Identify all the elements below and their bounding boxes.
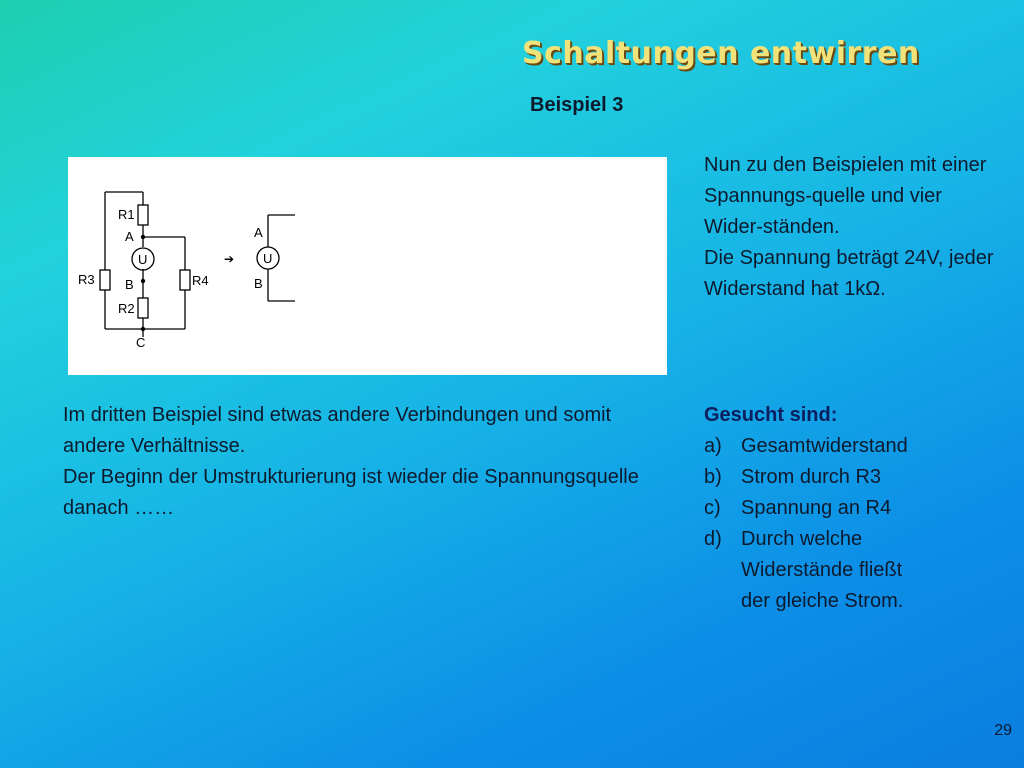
- task-heading: Gesucht sind:: [704, 404, 838, 426]
- description-line-2: Der Beginn der Umstrukturierung ist wieder die Spannungsquelle danach ……: [63, 466, 639, 519]
- label-r2: R2: [118, 301, 135, 316]
- label-r3: R3: [78, 272, 95, 287]
- label-r4: R4: [192, 273, 209, 288]
- task-item: [704, 431, 1004, 462]
- task-item: [704, 462, 1004, 493]
- task-marker: b): [704, 466, 722, 488]
- resistor-r1: [138, 205, 148, 225]
- task-text: Spannung an R4: [741, 497, 892, 519]
- label-b: B: [125, 277, 134, 292]
- page-number: 29: [994, 722, 1012, 739]
- label-u: U: [138, 252, 148, 267]
- task-marker: a): [704, 435, 722, 457]
- label-u-right: U: [263, 251, 273, 266]
- circuit-svg: [68, 157, 667, 375]
- resistor-r3: [100, 270, 110, 290]
- label-c: C: [136, 335, 146, 350]
- description-line-1: Im dritten Beispiel sind etwas andere Verbindungen und somit andere Verhältnisse.: [63, 404, 612, 457]
- node-b-dot: [141, 279, 145, 283]
- intro-line-1: Nun zu den Beispielen mit einer Spannungs-quelle und vier Wider-ständen.: [704, 154, 987, 238]
- resistor-r4: [180, 270, 190, 290]
- label-a-right: A: [254, 225, 263, 240]
- task-text: Durch welche Widerstände fließt der gleiche Strom.: [741, 528, 904, 612]
- task-text: Gesamtwiderstand: [741, 435, 908, 457]
- label-a: A: [125, 229, 134, 244]
- resistor-r2: [138, 298, 148, 318]
- task-item: [704, 524, 1004, 617]
- description-text: [63, 400, 673, 524]
- arrow-icon: ➔: [224, 252, 235, 266]
- task-item: [704, 493, 1004, 524]
- node-c-dot: [141, 327, 145, 331]
- task-marker: d): [704, 528, 722, 550]
- node-a-dot: [141, 235, 145, 239]
- task-list: [704, 431, 1004, 617]
- task-marker: c): [704, 497, 721, 519]
- label-b-right: B: [254, 276, 263, 291]
- slide-subtitle: Beispiel 3: [530, 94, 624, 116]
- label-r1: R1: [118, 207, 135, 222]
- slide-title: Schaltungen entwirren: [522, 36, 920, 71]
- task-text: Strom durch R3: [741, 466, 882, 488]
- intro-line-2: Die Spannung beträgt 24V, jeder Widerstand hat 1kΩ.: [704, 247, 994, 300]
- task-block: [704, 400, 1004, 617]
- circuit-diagram: [68, 157, 667, 375]
- intro-text: [704, 150, 1004, 305]
